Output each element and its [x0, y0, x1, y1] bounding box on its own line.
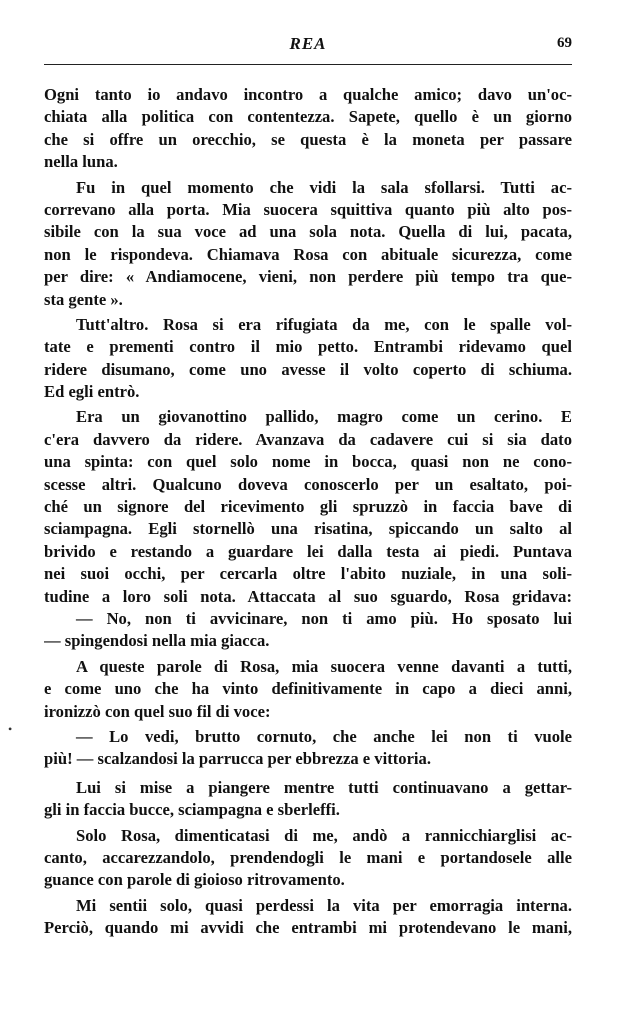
text-line: nella luna.	[44, 152, 118, 172]
page-number: 69	[557, 35, 572, 51]
text-line: Fu in quel momento che vidi la sala sfollarsi. Tutti ac-	[76, 177, 572, 197]
text-line: c'era davvero da ridere. Avanzava da cadavere cui si sia dato	[44, 429, 572, 449]
margin-speck: •	[8, 722, 13, 736]
text-line: brivido e restando a guardare lei dalla testa ai piedi. Puntava	[44, 541, 572, 561]
text-line: per dire: « Andiamocene, vieni, non perdere più tempo tra que-	[44, 267, 572, 287]
text-line: Ogni tanto io andavo incontro a qualche amico; davo un'oc-	[44, 85, 572, 104]
text-line: correvano alla porta. Mia suocera squittiva quanto più alto pos-	[44, 199, 572, 219]
text-line: Mi sentii solo, quasi perdessi la vita per emorragia interna.	[76, 895, 572, 915]
text-line: sta gente ».	[44, 289, 123, 309]
text-line: non le rispondeva. Chiamava Rosa con abituale sicurezza, come	[44, 244, 572, 264]
text-line: più! — scalzandosi la parrucca per ebbrezza e vittoria.	[44, 749, 431, 769]
text-line: tate e prementi contro il mio petto. Entrambi ridevamo quel	[44, 337, 572, 357]
text-line: Tutt'altro. Rosa si era rifugiata da me, con le spalle vol-	[76, 314, 572, 334]
text-line: ironizzò con quel suo fil di voce:	[44, 701, 271, 721]
text-line: A queste parole di Rosa, mia suocera venne davanti a tutti,	[76, 656, 572, 676]
text-line: ché un signore del ricevimento gli spruzzò in faccia bave di	[44, 497, 572, 517]
text-line: che si offre un orecchio, se questa è la moneta per passare	[44, 129, 572, 149]
text-line: Solo Rosa, dimenticatasi di me, andò a rannicchiarglisi ac-	[76, 825, 572, 845]
text-line: gli in faccia bucce, sciampagna e sberleffi.	[44, 800, 340, 820]
running-header	[44, 34, 572, 60]
text-line: e come uno che ha vinto definitivamente in capo a dieci anni,	[44, 679, 572, 699]
text-line: Era un giovanottino pallido, magro come un cerino. E	[76, 407, 572, 427]
text-line: sibile con la sua voce ad una sola nota. Quella di lui, pacata,	[44, 222, 572, 242]
text-line: Perciò, quando mi avvidi che entrambi mi protendevano le mani,	[44, 918, 572, 938]
text-line: ridere disumano, come uno avesse il volto coperto di schiuma.	[44, 359, 572, 379]
text-line: — Lo vedi, brutto cornuto, che anche lei non ti vuole	[76, 726, 572, 746]
text-line: Lui si mise a piangere mentre tutti continuavano a gettar-	[76, 777, 572, 797]
text-line: guance con parole di gioioso ritrovamento.	[44, 870, 345, 890]
text-line: Ed egli entrò.	[44, 382, 140, 402]
text-line: — No, non ti avvicinare, non ti amo più. Ho sposato lui	[76, 608, 572, 628]
text-line: tudine a loro soli nota. Attaccata al suo sguardo, Rosa gridava:	[44, 586, 572, 606]
text-line: chiata alla politica con contentezza. Sapete, quello è un giorno	[44, 107, 572, 127]
text-line: una spinta: con quel solo nome in bocca, quasi non ne cono-	[44, 452, 572, 472]
text-line: sciampagna. Egli stornellò una risatina, spiccando un salto al	[44, 519, 572, 539]
text-line: canto, accarezzandolo, prendendogli le mani e portandosele alle	[44, 847, 572, 867]
chapter-title: REA	[289, 34, 327, 53]
text-line: — spingendosi nella mia giacca.	[44, 631, 270, 651]
body-text	[44, 84, 572, 939]
text-line: nei suoi occhi, per cercarla oltre l'abito nuziale, in una soli-	[44, 564, 572, 584]
text-line: scesse altri. Qualcuno doveva conoscerlo per un esaltato, poi-	[44, 474, 572, 494]
header-rule	[44, 64, 572, 65]
